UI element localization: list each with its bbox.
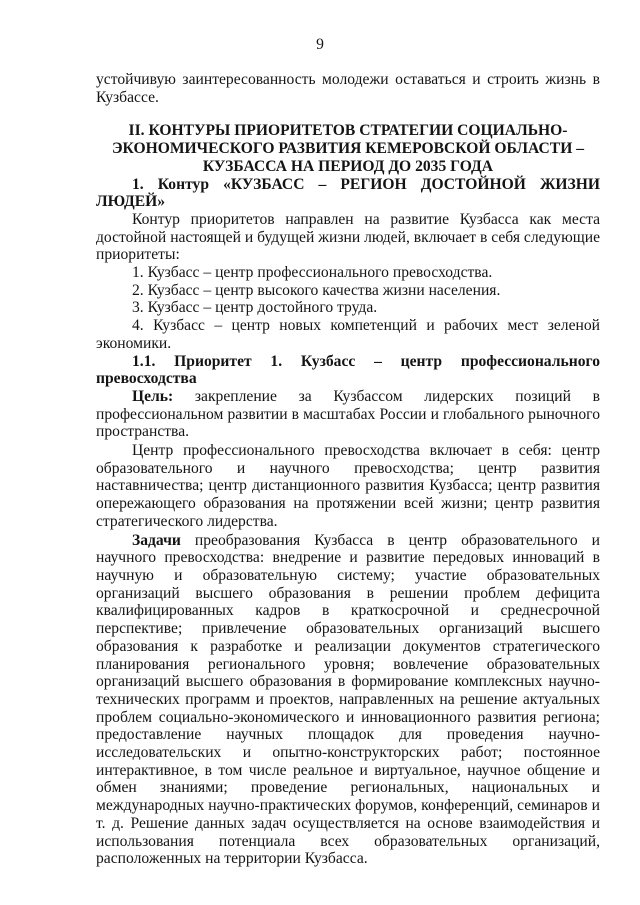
list-item: 2. Кузбасс – центр высокого качества жизни населения. (132, 281, 501, 299)
intro-continuation: устойчивую заинтересованность молодежи оставаться и строить жизнь в Кузбассе. (96, 71, 600, 106)
page-number: 9 (316, 36, 324, 53)
goal-label: Цель: (132, 387, 174, 405)
goal-text: закрепление за Кузбассом лидерских позиций в профессиональном развитии в масштабах России и глобального рыночного пространства. (96, 387, 600, 441)
list-item: 1. Кузбасс – центр профессионального превосходства. (132, 264, 493, 282)
priority-list (96, 264, 600, 353)
center-paragraph: Центр профессионального превосходства включает в себя: центр образовательного и научного превосходства; центр развития наставничества; центр дистанционного развития Кузбасса; центр развития опережающего образования на протяжении всей жизни; центр развития стратегического лидерства. (96, 442, 600, 530)
page-content (96, 71, 600, 868)
tasks-paragraph (96, 532, 600, 868)
tasks-label: Задачи (132, 531, 181, 549)
priority-heading: 1.1. Приоритет 1. Кузбасс – центр профессионального превосходства (96, 352, 600, 388)
list-item: 4. Кузбасс – центр новых компетенций и рабочих мест зеленой экономики. (96, 317, 600, 352)
list-item: 3. Кузбасс – центр достойного труда. (132, 299, 378, 317)
goal-paragraph (96, 388, 600, 441)
tasks-text: преобразования Кузбасса в центр образовательного и научного превосходства: внедрение и развитие передовых инноваций в научную и образовательную систему; участие образовательных организаций высшего образования в решении проблем дефицита квалифицированных кадров в краткосрочной и среднесрочной перспективе; привлечение образовательных организаций высшего образования к разработке и реализации документов стратегического планирования регионального уровня; вовлечение образовательных организаций высшего образования в формирование комплексных научно-технических программ и проектов, направленных на решение актуальных проблем социально-экономического и инновационного развития региона; предоставление научных площадок для проведения научно-исследовательских и опытно-конструкторских работ; постоянное интерактивное, в том числе реальное и виртуальное, научное общение и обмен знаниями; проведение региональных, национальных и международных научно-практических форумов, конференций, семинаров и т. д. Решение данных задач осуществляется на основе взаимодействия и использования потенциала всех образовательных организаций, расположенных на территории Кузбасса. (96, 531, 600, 868)
section-title: II. КОНТУРЫ ПРИОРИТЕТОВ СТРАТЕГИИ СОЦИАЛЬНО-ЭКОНОМИЧЕСКОГО РАЗВИТИЯ КЕМЕРОВСКОЙ ОБЛАСТИ – КУЗБАССА НА ПЕРИОД ДО 2035 ГОДА (111, 122, 585, 175)
contour-intro: Контур приоритетов направлен на развитие Кузбасса как места достойной настоящей и будущей жизни людей, включает в себя следующие приоритеты: (96, 210, 600, 264)
contour-heading: 1. Контур «КУЗБАСС – РЕГИОН ДОСТОЙНОЙ ЖИЗНИ ЛЮДЕЙ» (96, 175, 600, 211)
